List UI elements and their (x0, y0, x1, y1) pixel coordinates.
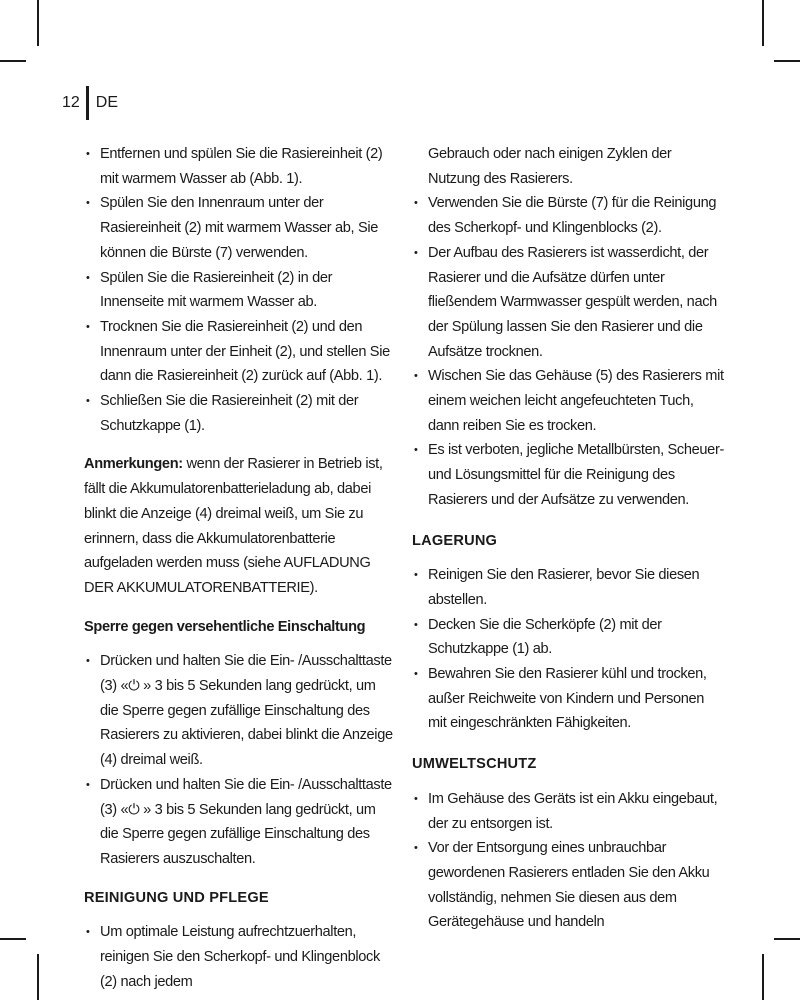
list-item: • Spülen Sie die Rasiereinheit (2) in der Innenseite mit warmem Wasser ab. (84, 266, 396, 315)
note-label: Anmerkungen: (84, 456, 183, 473)
care-steps-list-continued (412, 191, 724, 512)
cleaning-steps-list (84, 142, 396, 438)
crop-mark-top-left-horizontal (0, 60, 26, 62)
list-item: • Der Aufbau des Rasierers ist wasserdicht, der Rasierer und die Aufsätze dürfen unter fließendem Warmwasser gespült werden, nach der Spülung lassen Sie den Rasierer und die Aufsätze trocknen. (412, 241, 724, 365)
list-item: • Entfernen und spülen Sie die Rasiereinheit (2) mit warmem Wasser ab (Abb. 1). (84, 142, 396, 191)
language-code: DE (95, 94, 119, 111)
lock-heading: Sperre gegen versehentliche Einschaltung (84, 618, 366, 635)
page-header (62, 86, 118, 120)
right-column (412, 142, 724, 935)
list-item: • Um optimale Leistung aufrechtzuerhalten, reinigen Sie den Scherkopf- und Klingenblock (2) nach jedem (84, 920, 396, 994)
note-paragraph (84, 452, 396, 600)
list-item: • Bewahren Sie den Rasierer kühl und trocken, außer Reichweite von Kindern und Personen mit eingeschränkten Fähigkeiten. (412, 662, 724, 736)
environment-list (412, 787, 724, 935)
crop-mark-bottom-right-vertical (762, 954, 764, 1000)
list-item: • Vor der Entsorgung eines unbrauchbar gewordenen Rasierers entladen Sie den Akku vollständig, nehmen Sie diesen aus dem Gerätegehäuse und handeln (412, 836, 724, 935)
list-item: • Drücken und halten Sie die Ein- /Ausschalttaste (3) «⏻ » 3 bis 5 Sekunden lang gedrückt, um die Sperre gegen zufällige Einschaltung des Rasierers zu aktivieren, dabei blinkt die Anzeige (4) dreimal weiß. (84, 649, 396, 773)
cleaning-heading: REINIGUNG UND PFLEGE (84, 889, 269, 906)
list-item: • Verwenden Sie die Bürste (7) für die Reinigung des Scherkopf- und Klingenblocks (2). (412, 191, 724, 240)
crop-mark-bottom-left-horizontal (0, 938, 26, 940)
list-item: • Schließen Sie die Rasiereinheit (2) mit der Schutzkappe (1). (84, 389, 396, 438)
left-column (84, 142, 396, 995)
list-item: • Es ist verboten, jegliche Metallbürsten, Scheuer- und Lösungsmittel für die Reinigung des Rasierers und der Aufsätze zu verwenden. (412, 438, 724, 512)
crop-mark-bottom-left-vertical (37, 954, 39, 1000)
page-number: 12 (62, 94, 80, 111)
storage-heading: LAGERUNG (412, 532, 498, 549)
list-item: • Trocknen Sie die Rasiereinheit (2) und den Innenraum unter der Einheit (2), und stellen Sie dann die Rasiereinheit (2) zurück auf (Abb. 1). (84, 315, 396, 389)
continued-text: Gebrauch oder nach einigen Zyklen der Nutzung des Rasierers. (428, 146, 672, 187)
crop-mark-top-right-horizontal (774, 60, 800, 62)
crop-mark-bottom-right-horizontal (774, 938, 800, 940)
list-item: • Reinigen Sie den Rasierer, bevor Sie diesen abstellen. (412, 563, 724, 612)
environment-heading: UMWELTSCHUTZ (412, 756, 537, 773)
list-item: • Im Gehäuse des Geräts ist ein Akku eingebaut, der zu entsorgen ist. (412, 787, 724, 836)
list-item: • Spülen Sie den Innenraum unter der Rasiereinheit (2) mit warmem Wasser ab, Sie können die Bürste (7) verwenden. (84, 191, 396, 265)
list-item: • Drücken und halten Sie die Ein- /Ausschalttaste (3) «⏻ » 3 bis 5 Sekunden lang gedrückt, um die Sperre gegen zufällige Einschaltung des Rasierers auszuschalten. (84, 773, 396, 872)
note-text: wenn der Rasierer in Betrieb ist, fällt die Akkumulatorenbatterieladung ab, dabei blinkt die Anzeige (4) dreimal weiß, um Sie zu erinnern, dass die Akkumulatorenbatterie aufgeladen werden muss (siehe AUFLADUNG DER AKKUMULATORENBATTERIE). (84, 456, 383, 596)
storage-list (412, 563, 724, 736)
list-item: • Decken Sie die Scherköpfe (2) mit der Schutzkappe (1) ab. (412, 613, 724, 662)
list-item: • Wischen Sie das Gehäuse (5) des Rasierers mit einem weichen leicht angefeuchteten Tuch, dann reiben Sie es trocken. (412, 364, 724, 438)
care-steps-list (84, 920, 396, 994)
crop-mark-top-right-vertical (762, 0, 764, 46)
lock-steps-list (84, 649, 396, 871)
crop-mark-top-left-vertical (37, 0, 39, 46)
